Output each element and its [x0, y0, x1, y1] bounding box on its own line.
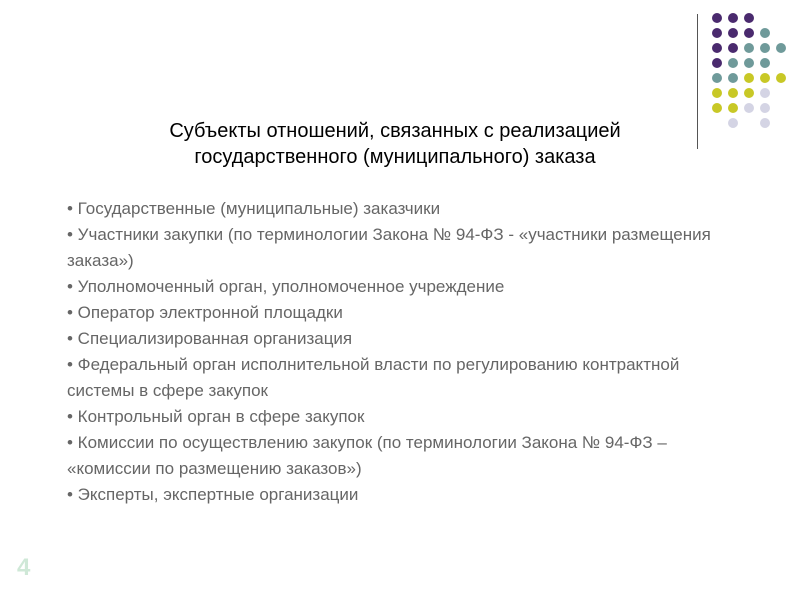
list-item: • Федеральный орган исполнительной власти по регулированию контрактной системы в сфере закупок [67, 355, 680, 400]
bullet-list [67, 196, 747, 508]
decorative-dot [712, 43, 722, 53]
decorative-dot [744, 58, 754, 68]
decorative-dot [728, 103, 738, 113]
decorative-dot [760, 28, 770, 38]
decorative-dot [760, 73, 770, 83]
decorative-dot [712, 58, 722, 68]
decorative-dot [744, 73, 754, 83]
list-item: • Оператор электронной площадки [67, 303, 343, 322]
decorative-dot [712, 13, 722, 23]
decorative-dot [728, 73, 738, 83]
decorative-dot [760, 43, 770, 53]
decorative-dot [728, 118, 738, 128]
decorative-dot [776, 73, 786, 83]
decorative-dot [712, 28, 722, 38]
list-item: • Специализированная организация [67, 329, 353, 348]
list-item: • Участники закупки (по терминологии Закона № 94-ФЗ - «участники размещения заказа») [67, 225, 711, 270]
decorative-dot [728, 88, 738, 98]
decorative-dot [728, 58, 738, 68]
decorative-dot [712, 73, 722, 83]
decorative-dot [744, 28, 754, 38]
decorative-dot [744, 103, 754, 113]
slide-title-line-2: государственного (муниципального) заказа [194, 146, 596, 168]
decorative-dot [744, 43, 754, 53]
decorative-dot [728, 43, 738, 53]
list-item: • Эксперты, экспертные организации [67, 485, 359, 504]
decorative-dot [776, 43, 786, 53]
slide-title-line-1: Субъекты отношений, связанных с реализацией [169, 120, 621, 142]
decorative-dot [760, 118, 770, 128]
decorative-dot [712, 88, 722, 98]
decorative-dot [760, 103, 770, 113]
decorative-dot [760, 88, 770, 98]
decorative-dot [712, 103, 722, 113]
list-item: • Контрольный орган в сфере закупок [67, 407, 365, 426]
slide-title [110, 118, 680, 170]
slide-number: 4 [17, 554, 31, 581]
decorative-dot [728, 28, 738, 38]
list-item: • Комиссии по осуществлению закупок (по терминологии Закона № 94-ФЗ – «комиссии по размещению заказов») [67, 433, 667, 478]
vertical-divider-line [697, 14, 698, 149]
decorative-dot [744, 13, 754, 23]
decorative-dot [744, 88, 754, 98]
decorative-dot [728, 13, 738, 23]
decorative-dot [760, 58, 770, 68]
list-item: • Уполномоченный орган, уполномоченное учреждение [67, 277, 505, 296]
list-item: • Государственные (муниципальные) заказчики [67, 199, 441, 218]
